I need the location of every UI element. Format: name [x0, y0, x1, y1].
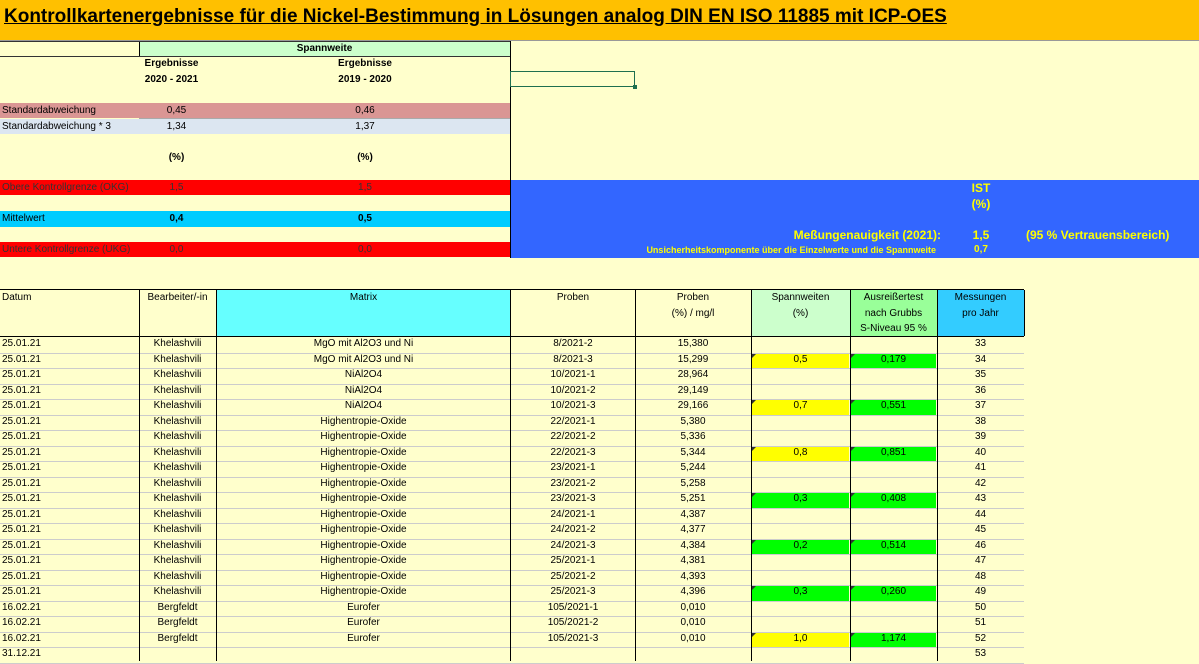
cell-probe: 8/2021-3: [553, 353, 593, 365]
cell-matrix: NiAl2O4: [344, 369, 383, 380]
cell-nr: 45: [974, 524, 987, 535]
cell-datum: 25.01.21: [2, 493, 41, 504]
cell-probe: 24/2021-3: [550, 539, 596, 551]
header-bearbeiter: Bearbeiter/-in: [147, 292, 208, 303]
vertrauen-label: (95 % Vertrauensbereich): [1026, 228, 1170, 242]
cell-bearbeiter: Khelashvili: [153, 415, 202, 427]
unit-v1: (%): [168, 152, 185, 163]
cell-span: 0,7: [793, 400, 808, 411]
cell-wert: 5,344: [680, 446, 706, 458]
std-label: Standardabweichung: [2, 105, 96, 116]
cell-bearbeiter: Khelashvili: [153, 400, 202, 411]
cell-datum: 25.01.21: [2, 586, 41, 597]
cell-span: 0,2: [793, 539, 808, 551]
std3-v1: 1,34: [166, 121, 187, 132]
cell-wert: 4,393: [680, 570, 706, 582]
cell-nr: 49: [974, 586, 987, 597]
cell-nr: 39: [974, 431, 987, 442]
cell-datum: 25.01.21: [2, 539, 41, 551]
ukg-v2: 0,0: [358, 244, 372, 255]
cell-datum: 25.01.21: [2, 415, 41, 427]
cell-matrix: NiAl2O4: [344, 400, 383, 411]
cell-datum: 25.01.21: [2, 570, 41, 582]
cell-datum: 25.01.21: [2, 446, 41, 458]
cell-probe: 22/2021-1: [550, 415, 596, 427]
cell-wert: 4,387: [680, 508, 706, 520]
cell-datum: 25.01.21: [2, 369, 41, 380]
cell-probe: 22/2021-3: [550, 446, 596, 458]
cell-wert: 29,166: [677, 400, 709, 411]
header-ausreisser2: nach Grubbs: [864, 308, 923, 319]
cell-bearbeiter: Bergfeldt: [157, 617, 198, 628]
mw-v1: 0,4: [169, 213, 184, 224]
cell-probe: 10/2021-3: [550, 400, 596, 411]
cell-nr: 41: [974, 462, 987, 473]
spannweite-label: Spannweite: [296, 43, 353, 54]
cell-nr: 34: [974, 353, 987, 365]
cell-probe: 25/2021-1: [550, 555, 596, 566]
cell-probe: 25/2021-3: [550, 586, 596, 597]
cell-datum: 25.01.21: [2, 353, 41, 365]
mess-value: 1,5: [972, 228, 990, 242]
fill-handle[interactable]: [633, 85, 637, 89]
cell-nr: 44: [974, 508, 987, 520]
cell-bearbeiter: Bergfeldt: [157, 632, 198, 644]
okg-label: Obere Kontrollgrenze (OKG): [2, 182, 129, 193]
header-ausreisser3: S-Niveau 95 %: [860, 323, 927, 334]
cell-wert: 5,244: [680, 462, 706, 473]
std3-label: Standardabweichung * 3: [2, 121, 111, 132]
cell-datum: 25.01.21: [2, 477, 41, 489]
header-spannweiten-unit: (%): [792, 308, 809, 319]
cell-bearbeiter: Khelashvili: [153, 462, 202, 473]
cell-probe: 8/2021-2: [553, 338, 593, 349]
cell-matrix: MgO mit Al2O3 und Ni: [313, 353, 414, 365]
cell-nr: 48: [974, 570, 987, 582]
cell-bearbeiter: Khelashvili: [153, 446, 202, 458]
cell-wert: 5,258: [680, 477, 706, 489]
cell-bearbeiter: Khelashvili: [153, 555, 202, 566]
cell-nr: 53: [974, 648, 987, 659]
cell-matrix: Eurofer: [347, 632, 380, 644]
cell-wert: 4,396: [680, 586, 706, 597]
cell-datum: 25.01.21: [2, 400, 41, 411]
cell-datum: 16.02.21: [2, 617, 41, 628]
cell-probe: 23/2021-2: [550, 477, 596, 489]
cell-matrix: Highentropie-Oxide: [320, 431, 407, 442]
cell-probe: 22/2021-2: [550, 431, 596, 442]
cell-datum: 16.02.21: [2, 632, 41, 644]
ukg-label: Untere Kontrollgrenze (UKG): [2, 244, 131, 255]
mess-label: Meßungenauigkeit (2021):: [793, 228, 941, 242]
cell-probe: 105/2021-3: [547, 632, 599, 644]
std3-v2: 1,37: [355, 121, 375, 132]
col1-header: Ergebnisse: [144, 58, 199, 69]
cell-matrix: MgO mit Al2O3 und Ni: [313, 338, 414, 349]
cell-wert: 15,299: [677, 353, 709, 365]
cell-wert: 5,380: [680, 415, 706, 427]
cell-span: 0,3: [793, 586, 808, 597]
row-gridline: [0, 663, 1024, 664]
cell-matrix: Highentropie-Oxide: [320, 462, 407, 473]
row-gridline: [0, 647, 1024, 648]
header-messungen2: pro Jahr: [962, 308, 999, 319]
cell-probe: 105/2021-2: [547, 617, 599, 628]
cell-grubbs: 1,174: [880, 632, 907, 644]
unsicher-value: 0,7: [974, 244, 988, 255]
header-spannweiten: Spannweiten: [771, 292, 830, 303]
cell-matrix: Highentropie-Oxide: [320, 555, 407, 566]
title-bar: [0, 0, 1199, 41]
cell-nr: 51: [974, 617, 987, 628]
cell-nr: 47: [974, 555, 987, 566]
cell-grubbs: 0,851: [880, 446, 907, 458]
cell-wert: 0,010: [680, 617, 706, 628]
cell-bearbeiter: Khelashvili: [153, 570, 202, 582]
mw-v2: 0,5: [358, 213, 372, 224]
cell-matrix: Highentropie-Oxide: [320, 415, 407, 427]
cell-matrix: Eurofer: [347, 601, 380, 613]
cell-matrix: Highentropie-Oxide: [320, 586, 407, 597]
cell-wert: 4,377: [680, 524, 706, 535]
page-title: Kontrollkartenergebnisse für die Nickel-Bestimmung in Lösungen analog DIN EN ISO 11885 mit ICP-OES: [4, 6, 947, 27]
cell-bearbeiter: Khelashvili: [153, 493, 202, 504]
cell-wert: 0,010: [680, 601, 706, 613]
ist-label: IST: [971, 181, 991, 195]
ist-unit: (%): [971, 197, 991, 211]
header-proben2: Proben: [676, 292, 710, 303]
header-messungen1: Messungen: [954, 292, 1007, 303]
header-matrix: Matrix: [349, 292, 378, 303]
cell-nr: 52: [974, 632, 987, 644]
cell-datum: 25.01.21: [2, 508, 41, 520]
cell-bearbeiter: Khelashvili: [153, 524, 202, 535]
cell-grubbs: 0,260: [880, 586, 907, 597]
cell-datum: 25.01.21: [2, 384, 41, 396]
cell-bearbeiter: Khelashvili: [153, 508, 202, 520]
header-datum: Datum: [2, 292, 32, 303]
cell-matrix: NiAl2O4: [344, 384, 383, 396]
cell-matrix: Highentropie-Oxide: [320, 446, 407, 458]
cell-nr: 50: [974, 601, 987, 613]
cell-span: 0,5: [793, 353, 808, 365]
cell-bearbeiter: Khelashvili: [153, 384, 202, 396]
cell-wert: 4,381: [680, 555, 706, 566]
ist-box: [511, 180, 1199, 258]
cell-nr: 46: [974, 539, 987, 551]
cell-nr: 40: [974, 446, 987, 458]
cell-bearbeiter: Khelashvili: [153, 369, 202, 380]
cell-wert: 4,384: [680, 539, 706, 551]
cell-datum: 16.02.21: [2, 601, 41, 613]
cell-wert: 5,336: [680, 431, 706, 442]
cell-matrix: Highentropie-Oxide: [320, 539, 407, 551]
cell-datum: 25.01.21: [2, 338, 41, 349]
cell-matrix: Highentropie-Oxide: [320, 477, 407, 489]
cell-span: 0,3: [793, 493, 808, 504]
unit-v2: (%): [357, 152, 373, 163]
mw-label: Mittelwert: [2, 213, 45, 224]
cell-grubbs: 0,514: [880, 539, 907, 551]
cell-datum: 25.01.21: [2, 462, 41, 473]
col2-header: Ergebnisse: [338, 58, 392, 69]
cell-bearbeiter: Khelashvili: [153, 353, 202, 365]
cell-probe: 24/2021-2: [550, 524, 596, 535]
cell-nr: 37: [974, 400, 987, 411]
cell-bearbeiter: Bergfeldt: [157, 601, 198, 613]
selected-cell[interactable]: [510, 71, 635, 87]
header-proben2-unit: (%) / mg/l: [671, 308, 715, 319]
cell-nr: 35: [974, 369, 987, 380]
cell-matrix: Highentropie-Oxide: [320, 493, 407, 504]
cell-bearbeiter: Khelashvili: [153, 477, 202, 489]
cell-span: 0,8: [793, 446, 808, 458]
okg-v2: 1,5: [358, 182, 372, 193]
cell-bearbeiter: Khelashvili: [153, 586, 202, 597]
cell-probe: 25/2021-2: [550, 570, 596, 582]
cell-bearbeiter: Khelashvili: [153, 338, 202, 349]
cell-matrix: Eurofer: [347, 617, 380, 628]
ukg-v1: 0,0: [169, 244, 184, 255]
cell-datum: 25.01.21: [2, 555, 41, 566]
cell-wert: 28,964: [677, 369, 709, 380]
cell-nr: 42: [974, 477, 987, 489]
cell-wert: 15,380: [677, 338, 709, 349]
cell-datum: 25.01.21: [2, 431, 41, 442]
header-proben: Proben: [556, 292, 590, 303]
col2-years: 2019 - 2020: [338, 74, 392, 85]
okg-v1: 1,5: [169, 182, 184, 193]
cell-matrix: Highentropie-Oxide: [320, 570, 407, 582]
cell-wert: 0,010: [680, 632, 706, 644]
cell-matrix: Highentropie-Oxide: [320, 524, 407, 535]
cell-wert: 29,149: [677, 384, 709, 396]
cell-probe: 10/2021-2: [550, 384, 596, 396]
cell-span: 1,0: [793, 632, 808, 644]
cell-bearbeiter: Khelashvili: [153, 539, 202, 551]
cell-bearbeiter: Khelashvili: [153, 431, 202, 442]
cell-probe: 10/2021-1: [550, 369, 596, 380]
col1-years: 2020 - 2021: [144, 74, 199, 85]
cell-nr: 38: [974, 415, 987, 427]
std-v2: 0,46: [355, 105, 375, 116]
cell-probe: 23/2021-1: [550, 462, 596, 473]
std-v1: 0,45: [166, 105, 187, 116]
cell-nr: 36: [974, 384, 987, 396]
cell-datum: 31.12.21: [2, 648, 41, 659]
cell-matrix: Highentropie-Oxide: [320, 508, 407, 520]
cell-grubbs: 0,408: [880, 493, 907, 504]
cell-wert: 5,251: [680, 493, 706, 504]
cell-nr: 33: [974, 338, 987, 349]
cell-datum: 25.01.21: [2, 524, 41, 535]
cell-nr: 43: [974, 493, 987, 504]
unsicher-label: Unsicherheitskomponente über die Einzelwerte und die Spannweite: [646, 245, 936, 255]
cell-grubbs: 0,179: [880, 353, 907, 365]
cell-probe: 105/2021-1: [547, 601, 599, 613]
cell-probe: 23/2021-3: [550, 493, 596, 504]
header-ausreisser1: Ausreißertest: [863, 292, 924, 303]
cell-grubbs: 0,551: [880, 400, 907, 411]
cell-probe: 24/2021-1: [550, 508, 596, 520]
